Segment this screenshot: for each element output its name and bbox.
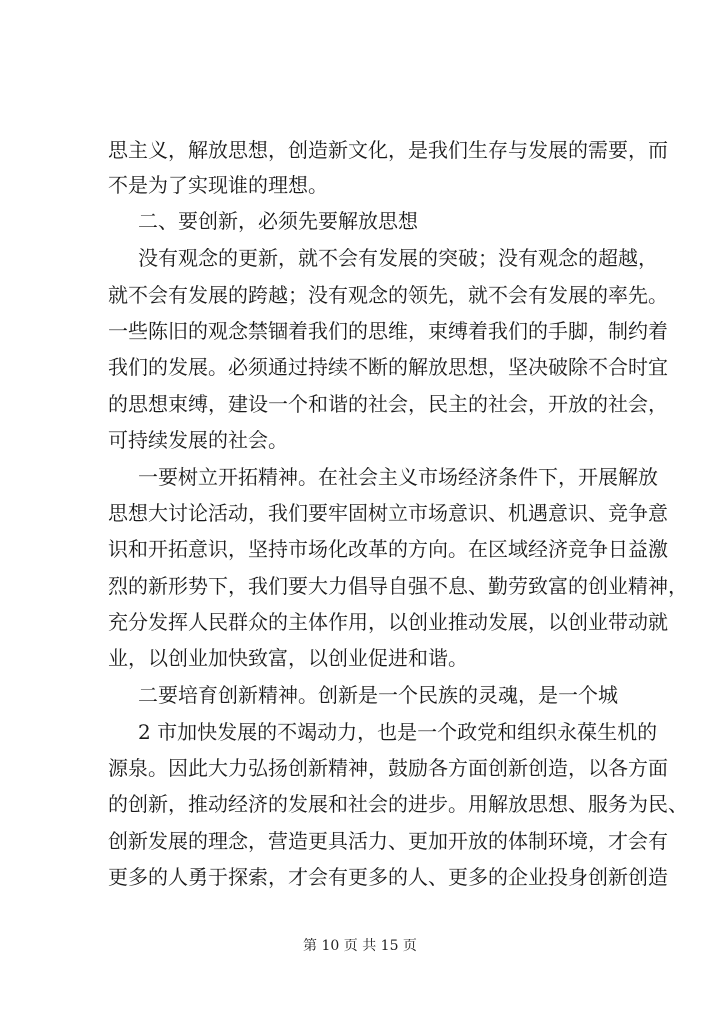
body-line-4: 没有观念的更新，就不会有发展的突破；没有观念的超越，	[138, 246, 658, 270]
body-line-20: 创新发展的理念，营造更具活力、更加开放的体制环境，才会有	[108, 829, 668, 853]
page-footer: 第 10 页 共 15 页	[303, 938, 417, 954]
body-line-2: 不是为了实现谁的理想。	[108, 173, 328, 197]
body-line-10: 一要树立开拓精神。在社会主义市场经济条件下，开展解放	[138, 465, 658, 489]
body-line-21: 更多的人勇于探索，才会有更多的人、更多的企业投身创新创造	[108, 865, 668, 889]
body-line-14: 充分发挥人民群众的主体作用，以创业推动发展，以创业带动就	[108, 610, 668, 634]
body-line-11: 思想大讨论活动，我们要牢固树立市场意识、机遇意识、竞争意	[108, 501, 668, 525]
body-line-15: 业，以创业加快致富，以创业促进和谐。	[108, 646, 468, 670]
body-line-1: 思主义，解放思想，创造新文化，是我们生存与发展的需要，而	[108, 138, 668, 162]
body-line-8: 的思想束缚，建设一个和谐的社会，民主的社会，开放的社会，	[108, 392, 668, 416]
body-line-7: 我们的发展。必须通过持续不断的解放思想，坚决破除不合时宜	[108, 355, 668, 379]
body-line-13: 烈的新形势下，我们要大力倡导自强不息、勤劳致富的创业精神，	[108, 574, 688, 598]
body-line-9: 可持续发展的社会。	[108, 428, 288, 452]
body-line-12: 识和开拓意识，坚持市场化改革的方向。在区域经济竞争日益激	[108, 537, 668, 561]
body-line-5: 就不会有发展的跨越；没有观念的领先，就不会有发展的率先。	[108, 283, 668, 307]
body-line-6: 一些陈旧的观念禁锢着我们的思维，束缚着我们的手脚，制约着	[108, 319, 668, 343]
body-line-18: 源泉。因此大力弘扬创新精神，鼓励各方面创新创造，以各方面	[108, 756, 668, 780]
section-heading: 二、要创新，必须先要解放思想	[138, 209, 418, 233]
body-line-19: 的创新，推动经济的发展和社会的进步。用解放思想、服务为民、	[108, 792, 688, 816]
body-line-16: 二要培育创新精神。创新是一个民族的灵魂，是一个城	[138, 683, 618, 707]
body-line-17: 2 市加快发展的不竭动力，也是一个政党和组织永葆生机的	[138, 720, 658, 744]
